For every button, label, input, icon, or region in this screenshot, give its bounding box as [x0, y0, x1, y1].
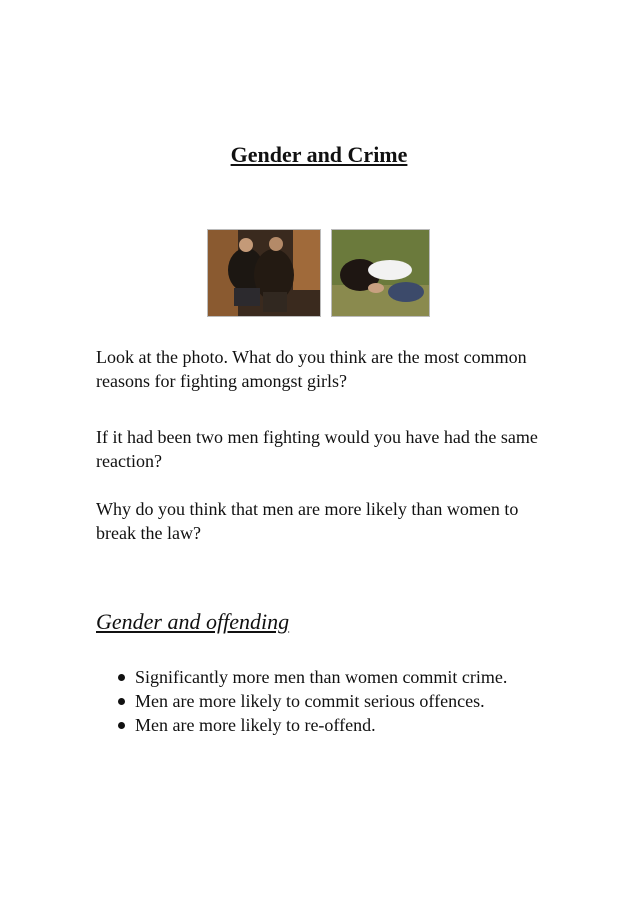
list-item: Significantly more men than women commit crime.	[96, 665, 536, 689]
bullet-icon	[118, 722, 125, 729]
bullet-icon	[118, 674, 125, 681]
question-2: If it had been two men fighting would you have had the same reaction?	[96, 427, 538, 471]
question-3: Why do you think that men are more likely than women to break the law?	[96, 499, 519, 543]
fight-photo-1	[207, 229, 321, 317]
list-item: Men are more likely to re-offend.	[96, 713, 536, 737]
bullet-icon	[118, 698, 125, 705]
bullet-list	[96, 665, 536, 737]
question-1: Look at the photo. What do you think are the most common reasons for fighting amongst girls?	[96, 347, 527, 391]
list-item: Men are more likely to commit serious offences.	[96, 689, 536, 713]
section-heading: Gender and offending	[96, 609, 290, 634]
page-title: Gender and Crime	[230, 142, 408, 167]
fight-photo-2	[331, 229, 430, 317]
